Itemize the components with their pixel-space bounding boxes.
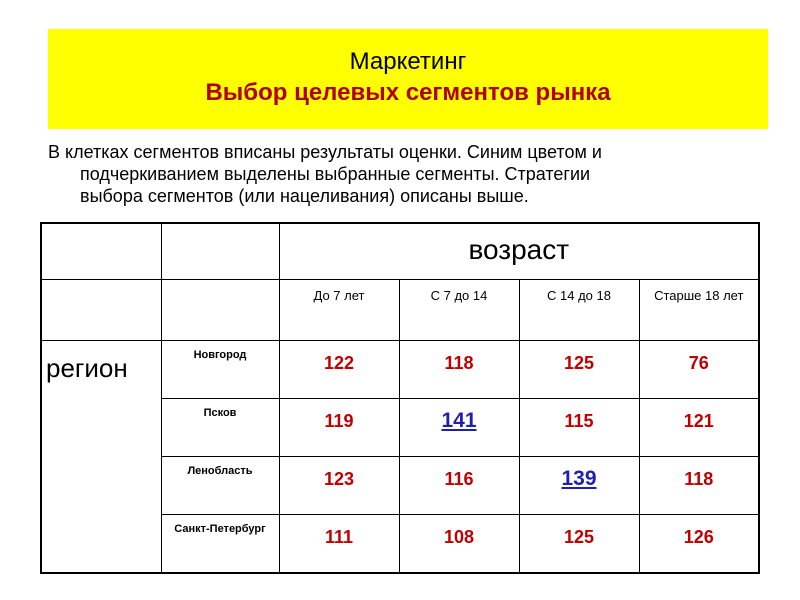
age-group-header — [399, 280, 519, 341]
value-cell — [639, 457, 759, 515]
description-line: В клетках сегментов вписаны результаты оценки. Синим цветом и — [48, 142, 602, 162]
empty-cell — [161, 280, 279, 341]
empty-cell — [41, 280, 161, 341]
segment-value: 118 — [444, 353, 474, 373]
age-header — [279, 223, 759, 280]
description-line: выбора сегментов (или нацеливания) описаны выше. — [80, 186, 529, 206]
value-cell — [399, 341, 519, 399]
age-group-header — [279, 280, 399, 341]
value-cell — [639, 399, 759, 457]
table-row — [41, 341, 759, 399]
region-header-label: регион — [46, 353, 128, 383]
segment-value: 126 — [683, 527, 714, 547]
city-label: Новгород — [193, 349, 247, 361]
segment-value: 76 — [688, 353, 709, 373]
segment-value: 122 — [323, 353, 355, 373]
segment-table — [40, 222, 760, 574]
title-banner — [48, 29, 768, 129]
region-header — [41, 341, 161, 574]
city-label: Санкт-Петербург — [174, 523, 266, 535]
value-cell — [639, 515, 759, 574]
value-cell — [639, 341, 759, 399]
segment-value: 119 — [324, 411, 354, 431]
selected-segment-value: 141 — [441, 409, 477, 432]
age-group-label: До 7 лет — [313, 288, 365, 303]
city-cell — [161, 399, 279, 457]
value-cell — [399, 515, 519, 574]
segment-value: 125 — [563, 353, 595, 373]
age-group-header — [639, 280, 759, 341]
description-line: подчеркиванием выделены выбранные сегменты. Стратегии — [80, 164, 591, 184]
age-header-label: возраст — [468, 234, 570, 265]
city-cell — [161, 457, 279, 515]
age-group-header — [519, 280, 639, 341]
value-cell — [279, 457, 399, 515]
value-cell — [279, 399, 399, 457]
value-cell — [519, 399, 639, 457]
segment-value: 118 — [684, 469, 714, 489]
segment-value: 125 — [563, 527, 595, 547]
segment-value: 111 — [324, 527, 354, 547]
city-cell — [161, 515, 279, 574]
slide-subtitle: Выбор целевых сегментов рынка — [205, 79, 611, 106]
value-cell — [399, 399, 519, 457]
segment-value: 115 — [564, 411, 594, 431]
description — [48, 141, 768, 207]
age-group-label: С 7 до 14 — [430, 288, 488, 303]
age-group-label: Старше 18 лет — [654, 288, 744, 303]
value-cell — [519, 457, 639, 515]
city-cell — [161, 341, 279, 399]
slide-title: Маркетинг — [349, 48, 467, 75]
empty-cell — [161, 223, 279, 280]
segment-value: 108 — [443, 527, 475, 547]
segment-value: 116 — [444, 469, 474, 489]
empty-cell — [41, 223, 161, 280]
age-group-label: С 14 до 18 — [547, 288, 611, 303]
selected-segment-value: 139 — [561, 467, 597, 490]
age-groups-row — [41, 280, 759, 341]
value-cell — [519, 515, 639, 574]
value-cell — [279, 341, 399, 399]
city-label: Псков — [203, 407, 237, 419]
value-cell — [279, 515, 399, 574]
city-label: Ленобласть — [187, 465, 253, 477]
value-cell — [399, 457, 519, 515]
table-header-row — [41, 223, 759, 280]
value-cell — [519, 341, 639, 399]
segment-value: 121 — [683, 411, 714, 431]
segment-value: 123 — [323, 469, 355, 489]
